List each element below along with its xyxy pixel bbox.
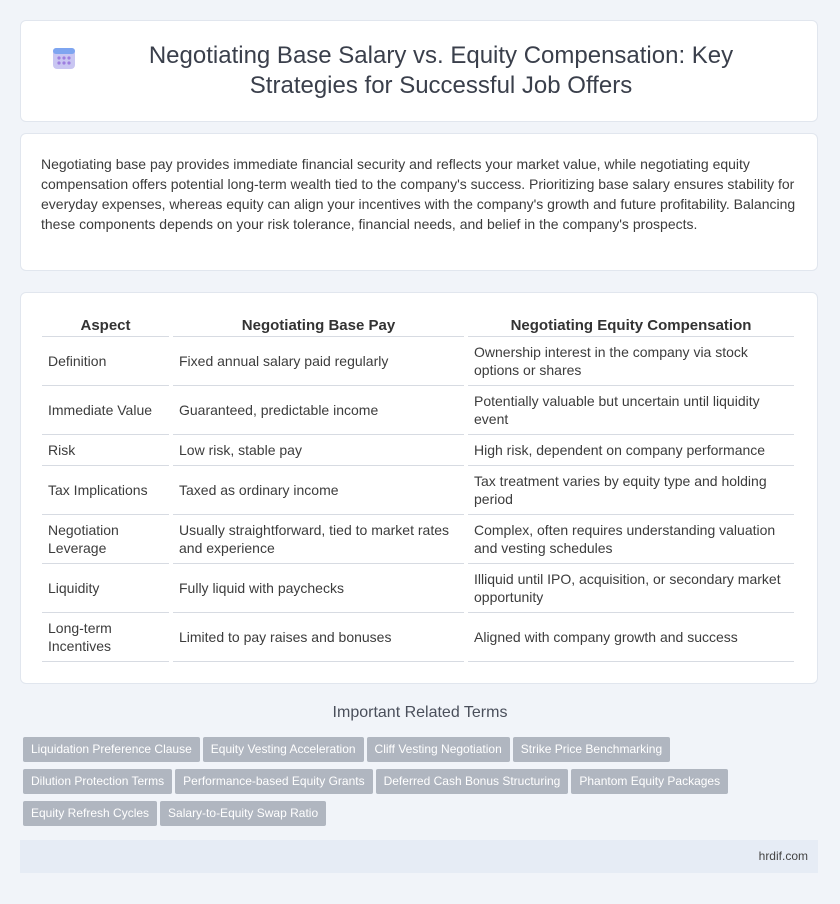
- column-header: Aspect: [42, 315, 169, 337]
- related-term-tag[interactable]: Liquidation Preference Clause: [23, 737, 200, 762]
- related-term-tag[interactable]: Phantom Equity Packages: [571, 769, 728, 794]
- footer-site-link[interactable]: hrdif.com: [758, 849, 808, 863]
- related-term-tag[interactable]: Equity Vesting Acceleration: [203, 737, 364, 762]
- aspect-cell: Tax Implications: [42, 466, 169, 515]
- calendar-grid-icon: [51, 45, 77, 71]
- equity-cell: Illiquid until IPO, acquisition, or secondary market opportunity: [468, 564, 794, 613]
- related-terms-heading: Important Related Terms: [332, 704, 508, 721]
- base-pay-cell: Guaranteed, predictable income: [173, 386, 464, 435]
- base-pay-cell: Fully liquid with paychecks: [173, 564, 464, 613]
- base-pay-cell: Limited to pay raises and bonuses: [173, 613, 464, 662]
- equity-cell: Complex, often requires understanding valuation and vesting schedules: [468, 515, 794, 564]
- equity-cell: Potentially valuable but uncertain until liquidity event: [468, 386, 794, 435]
- base-pay-cell: Low risk, stable pay: [173, 435, 464, 466]
- base-pay-cell: Usually straightforward, tied to market rates and experience: [173, 515, 464, 564]
- footer: [20, 840, 818, 873]
- intro-paragraph: Negotiating base pay provides immediate financial security and reflects your market value, while negotiating equity compensation offers potential long-term wealth tied to the company's success. Prioritizing base salary ensures stability for everyday expenses, whereas equity can align your incentives with the company's growth and future profitability. Balancing these components depends on your risk tolerance, financial needs, and belief in the company's prospects.: [41, 156, 796, 232]
- aspect-cell: Immediate Value: [42, 386, 169, 435]
- table-row: [42, 613, 794, 662]
- comparison-table: [38, 315, 798, 662]
- related-term-tag[interactable]: Strike Price Benchmarking: [513, 737, 670, 762]
- table-row: [42, 564, 794, 613]
- equity-cell: Ownership interest in the company via stock options or shares: [468, 337, 794, 386]
- table-row: [42, 435, 794, 466]
- aspect-cell: Long-term Incentives: [42, 613, 169, 662]
- related-term-tag[interactable]: Dilution Protection Terms: [23, 769, 172, 794]
- aspect-cell: Negotiation Leverage: [42, 515, 169, 564]
- table-row: [42, 386, 794, 435]
- aspect-cell: Risk: [42, 435, 169, 466]
- related-term-tag[interactable]: Equity Refresh Cycles: [23, 801, 157, 826]
- equity-cell: Tax treatment varies by equity type and holding period: [468, 466, 794, 515]
- intro-card: [20, 133, 818, 271]
- base-pay-cell: Taxed as ordinary income: [173, 466, 464, 515]
- page-title: Negotiating Base Salary vs. Equity Compensation: Key Strategies for Successful Job Offers: [148, 42, 734, 99]
- equity-cell: High risk, dependent on company performance: [468, 435, 794, 466]
- related-term-tag[interactable]: Deferred Cash Bonus Structuring: [376, 769, 569, 794]
- base-pay-cell: Fixed annual salary paid regularly: [173, 337, 464, 386]
- related-term-tag[interactable]: Performance-based Equity Grants: [175, 769, 372, 794]
- aspect-cell: Liquidity: [42, 564, 169, 613]
- related-terms-list: [23, 737, 823, 833]
- table-header-row: [42, 315, 794, 337]
- related-term-tag[interactable]: Salary-to-Equity Swap Ratio: [160, 801, 326, 826]
- aspect-cell: Definition: [42, 337, 169, 386]
- table-row: [42, 466, 794, 515]
- column-header: Negotiating Base Pay: [173, 315, 464, 337]
- equity-cell: Aligned with company growth and success: [468, 613, 794, 662]
- table-row: [42, 337, 794, 386]
- column-header: Negotiating Equity Compensation: [468, 315, 794, 337]
- title-card: [20, 20, 818, 122]
- comparison-card: [20, 292, 818, 684]
- related-term-tag[interactable]: Cliff Vesting Negotiation: [367, 737, 510, 762]
- table-row: [42, 515, 794, 564]
